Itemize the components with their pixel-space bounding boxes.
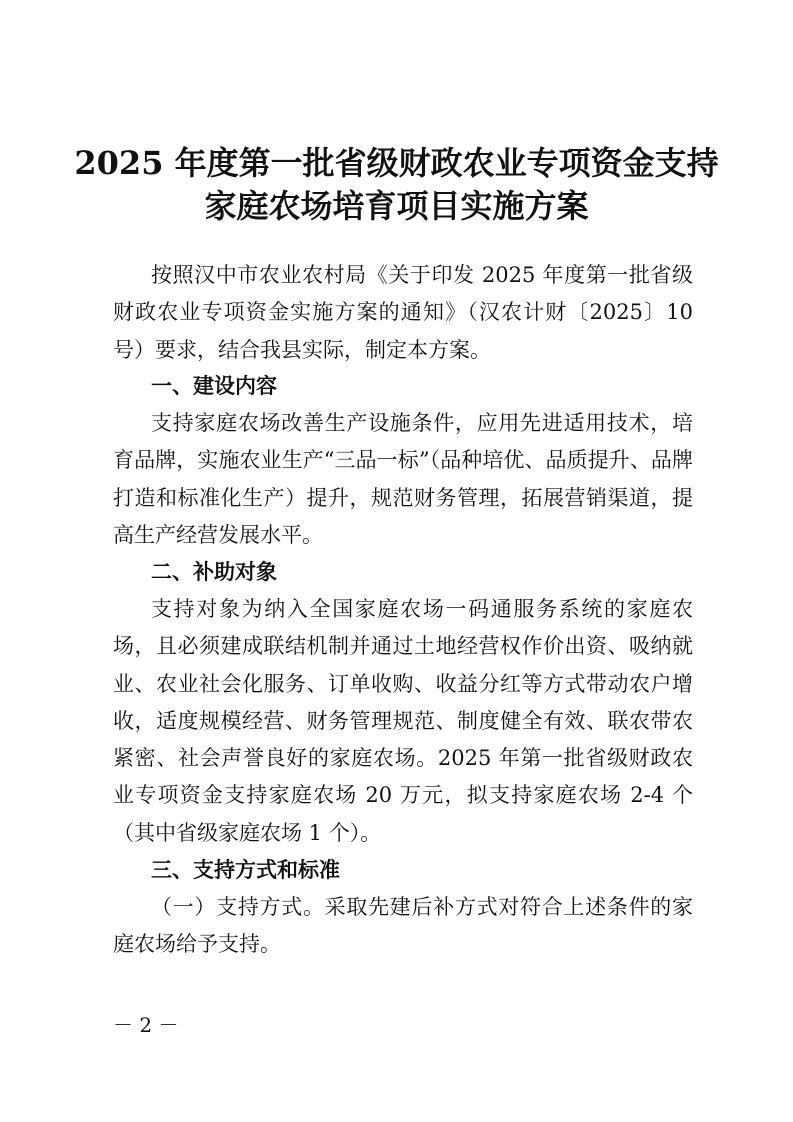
page-number: － 2 － [113, 1013, 179, 1037]
document-title-line-1: 2025 年度第一批省级财政农业专项资金支持 [74, 144, 719, 182]
section-heading-support-method: 三、支持方式和标准 [151, 858, 340, 882]
section-body-subsidy-target: 支持对象为纳入全国家庭农场一码通服务系统的家庭农场，且必须建成联结机制并通过土地经营权作价出资、吸纳就业、农业社会化服务、订单收购、收益分红等方式带动农户增收，适度规模经营、财务管理规范、制度健全有效、联农带农紧密、社会声誉良好的家庭农场。2025 年第一批省级财政农业专项资金支持家庭农场 20 万元，拟支持家庭农场 2-4 个（其中省级家庭农场 1 个）。 [113, 597, 693, 845]
section-heading-construction-content: 一、建设内容 [151, 374, 277, 398]
section-body-support-method: （一）支持方式。采取先建后补方式对符合上述条件的家庭农场给予支持。 [113, 895, 693, 957]
document-title-line-2: 家庭农场培育项目实施方案 [204, 187, 589, 225]
section-body-construction-content: 支持家庭农场改善生产设施条件，应用先进适用技术，培育品牌，实施农业生产“三品一标”（品种培优、品质提升、品牌打造和标准化生产）提升，规范财务管理，拓展营销渠道，提高生产经营发展水平。 [113, 411, 693, 547]
intro-paragraph: 按照汉中市农业农村局《关于印发 2025 年度第一批省级财政农业专项资金实施方案的通知》（汉农计财〔2025〕10 号）要求，结合我县实际，制定本方案。 [113, 263, 693, 362]
section-heading-subsidy-target: 二、补助对象 [151, 560, 277, 584]
